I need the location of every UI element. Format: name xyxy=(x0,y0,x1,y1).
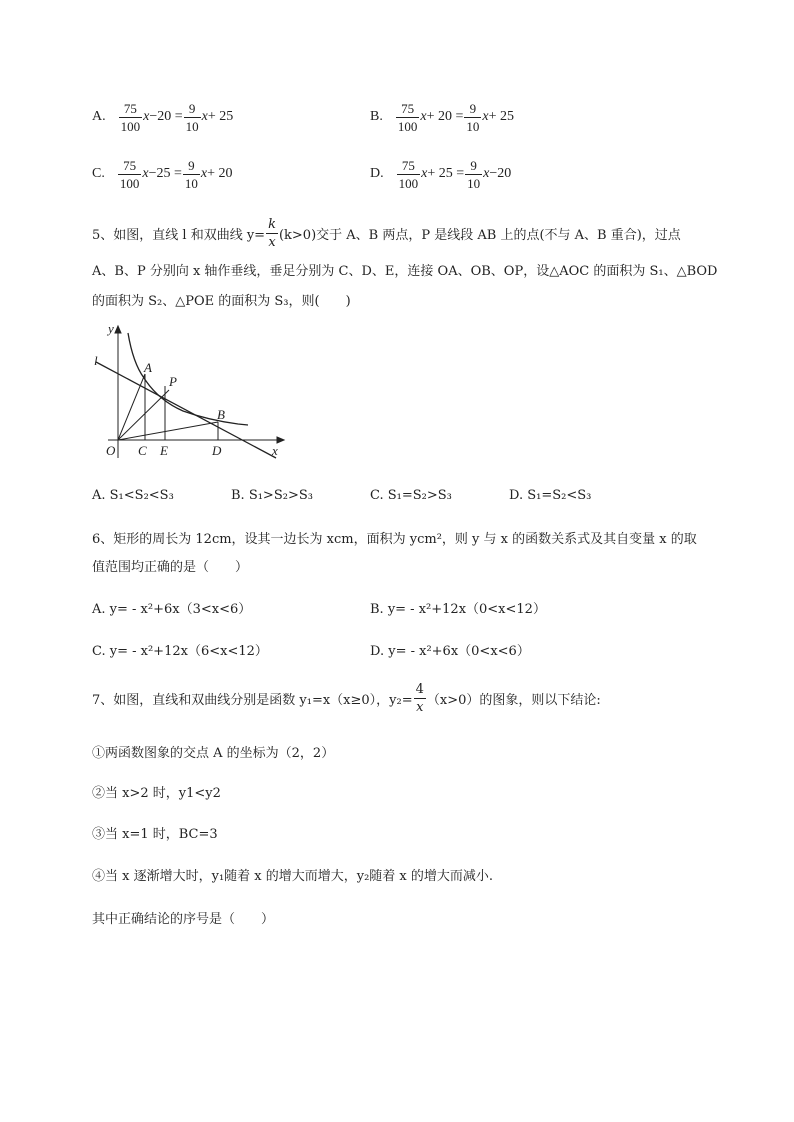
fraction: $\frac{75}{100}$ xyxy=(398,157,419,191)
q5-figure xyxy=(88,318,288,463)
q5-option-b[interactable]: B. S₁>S₂>S₃ xyxy=(231,488,313,503)
q6-line1: 6、矩形的周长为 12cm，设其一边长为 xcm，面积为 ycm²，则 y 与 x 的函数关系式及其自变量 x 的取 xyxy=(92,532,697,547)
q6-option-c[interactable]: C. y= - x²+12x（6<x<12） xyxy=(92,644,268,659)
q7-item-4: ④当 x 逐渐增大时，y₁随着 x 的增大而增大，y₂随着 x 的增大而减小. xyxy=(92,869,494,884)
option-label: C. xyxy=(92,166,105,181)
fraction: $\frac{75}{100}$ xyxy=(119,157,140,191)
label-p: P xyxy=(169,374,177,389)
label-y: y xyxy=(108,321,114,336)
fraction: $\frac{9}{10}$ xyxy=(185,100,199,134)
fraction: $\frac{4}{x}$ xyxy=(415,681,424,715)
q4-option-d[interactable]: D. $\frac{75}{100}$ x + 25 = $\frac{9}{10}$ x −20 xyxy=(370,157,512,191)
fraction: $\frac{k}{x}$ xyxy=(268,216,276,250)
q5-line1: 5、如图，直线 l 和双曲线 y= $\frac{k}{x}$ (k>0)交于 A、B 两点，P 是线段 AB 上的点(不与 A、B 重合)，过点 xyxy=(92,216,681,250)
q5-line3: 的面积为 S₂、△POE 的面积为 S₃，则( ) xyxy=(92,294,351,309)
fraction: $\frac{75}{100}$ xyxy=(120,100,141,134)
label-d: D xyxy=(212,443,222,458)
line-l xyxy=(96,362,276,458)
q5-option-d[interactable]: D. S₁=S₂<S₃ xyxy=(509,488,592,503)
q5-option-a[interactable]: A. S₁<S₂<S₃ xyxy=(92,488,174,503)
q6-option-a[interactable]: A. y= - x²+6x（3<x<6） xyxy=(92,602,252,617)
option-label: A. xyxy=(92,109,106,124)
q7-line1: 7、如图，直线和双曲线分别是函数 y₁=x（x≥0），y₂= $\frac{4}{x}$ （x>0）的图象，则以下结论: xyxy=(92,681,601,715)
q7-item-2: ②当 x>2 时，y1<y2 xyxy=(92,786,221,801)
q6-line2: 值范围均正确的是（ ） xyxy=(92,560,249,575)
label-e: E xyxy=(160,443,168,458)
option-label: D. xyxy=(370,166,384,181)
q7-question: 其中正确结论的序号是（ ） xyxy=(92,912,275,927)
q7-item-1: ①两函数图象的交点 A 的坐标为（2，2） xyxy=(92,746,335,761)
fraction: $\frac{75}{100}$ xyxy=(397,100,418,134)
q5-line2: A、B、P 分别向 x 轴作垂线，垂足分别为 C、D、E，连接 OA、OB、OP，设△AOC 的面积为 S₁、△BOD xyxy=(92,264,718,279)
label-a: A xyxy=(144,360,152,375)
option-label: B. xyxy=(370,109,383,124)
y-axis-arrow xyxy=(115,326,121,333)
label-b: B xyxy=(217,407,225,422)
q4-option-c[interactable]: C. $\frac{75}{100}$ x −25 = $\frac{9}{10}$ x + 20 xyxy=(92,157,233,191)
q6-option-b[interactable]: B. y= - x²+12x（0<x<12） xyxy=(370,602,546,617)
label-x: x xyxy=(272,443,278,458)
label-l: l xyxy=(94,353,98,368)
fraction: $\frac{9}{10}$ xyxy=(467,157,481,191)
label-c: C xyxy=(138,443,147,458)
q4-option-a[interactable]: A. $\frac{75}{100}$ x −20 = $\frac{9}{10}$ x + 25 xyxy=(92,100,234,134)
x-axis-arrow xyxy=(277,437,284,443)
label-o: O xyxy=(106,443,116,458)
fraction: $\frac{9}{10}$ xyxy=(184,157,198,191)
q7-item-3: ③当 x=1 时，BC=3 xyxy=(92,827,218,842)
fraction: $\frac{9}{10}$ xyxy=(466,100,480,134)
q4-option-b[interactable]: B. $\frac{75}{100}$ x + 20 = $\frac{9}{10}$ x + 25 xyxy=(370,100,514,134)
segment-oa xyxy=(118,374,145,440)
q6-option-d[interactable]: D. y= - x²+6x（0<x<6） xyxy=(370,644,530,659)
q5-option-c[interactable]: C. S₁=S₂>S₃ xyxy=(370,488,452,503)
